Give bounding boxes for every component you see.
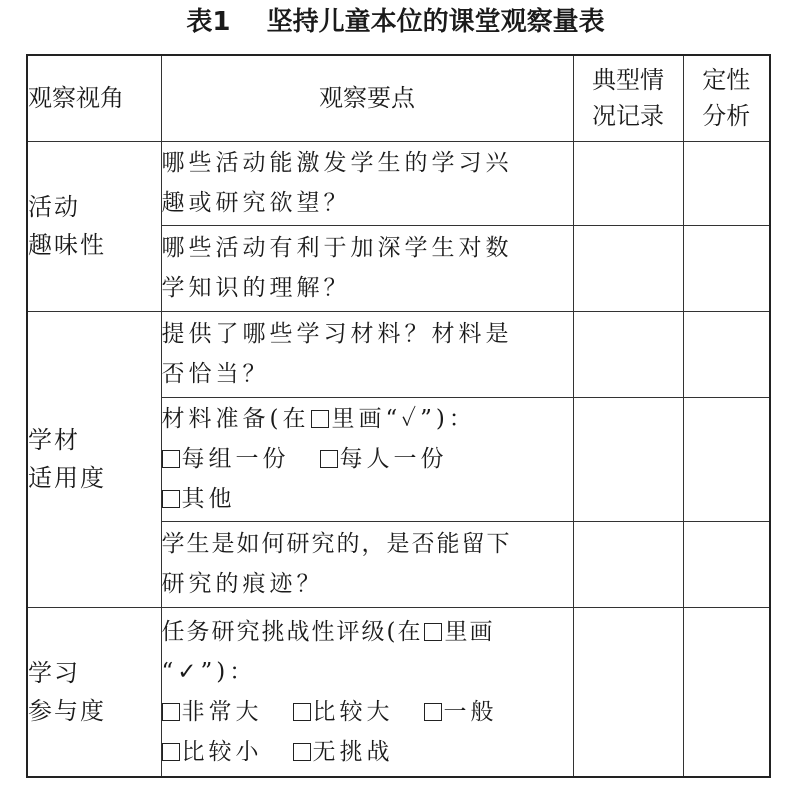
observation-point xyxy=(161,225,573,311)
dimension-line2: 参与度 xyxy=(28,696,106,725)
option-high[interactable] xyxy=(293,692,394,732)
checkbox-icon[interactable] xyxy=(162,743,180,761)
point-text-pre: 材料准备(在 xyxy=(161,406,310,432)
option-per-group[interactable] xyxy=(162,439,290,479)
point-line1 xyxy=(162,399,573,439)
option-low[interactable] xyxy=(162,732,263,772)
header-analysis xyxy=(683,55,770,141)
table-title: 表1 坚持儿童本位的课堂观察量表 xyxy=(186,7,605,37)
point-line1: 学生是如何研究的，是否能留下 xyxy=(161,531,512,557)
point-text-pre: 任务研究挑战性评级(在 xyxy=(161,618,423,645)
options-row xyxy=(162,439,573,479)
header-analysis-line2: 分析 xyxy=(702,102,751,131)
option-very-high[interactable] xyxy=(162,692,263,732)
dimension-activity-interest xyxy=(27,141,161,311)
observation-point xyxy=(161,311,573,397)
option-label: 其他 xyxy=(181,486,236,512)
observation-point xyxy=(161,521,573,607)
option-no-challenge[interactable] xyxy=(293,732,394,772)
checkbox-icon xyxy=(311,410,329,428)
checkbox-icon[interactable] xyxy=(162,450,180,468)
option-label: 一般 xyxy=(443,698,498,725)
record-cell[interactable] xyxy=(573,225,683,311)
record-cell[interactable] xyxy=(573,311,683,397)
analysis-cell[interactable] xyxy=(683,397,770,521)
option-label: 比较大 xyxy=(312,698,394,725)
dimension-learning-engagement xyxy=(27,607,161,777)
analysis-cell[interactable] xyxy=(683,607,770,777)
header-record-line2: 况记录 xyxy=(592,102,664,131)
option-per-person[interactable] xyxy=(320,439,448,479)
option-label: 非常大 xyxy=(181,698,263,725)
header-dimension: 观察视角 xyxy=(27,55,161,141)
point-line1: 哪些活动能激发学生的学习兴 xyxy=(161,150,513,176)
dimension-line1: 活动 xyxy=(28,193,80,221)
point-line2: 否恰当？ xyxy=(161,361,270,387)
dimension-line1: 学材 xyxy=(28,426,80,454)
table-row xyxy=(27,607,770,777)
observation-point-challenge-rating xyxy=(161,607,573,777)
header-record xyxy=(573,55,683,141)
dimension-line1: 学习 xyxy=(28,658,80,687)
record-cell[interactable] xyxy=(573,397,683,521)
observation-table xyxy=(26,54,771,778)
record-cell[interactable] xyxy=(573,521,683,607)
observation-point xyxy=(161,141,573,225)
analysis-cell[interactable] xyxy=(683,225,770,311)
option-label: 每组一份 xyxy=(181,446,290,472)
options-row xyxy=(162,692,573,732)
header-record-line1: 典型情 xyxy=(592,66,664,95)
point-line2: 学知识的理解？ xyxy=(161,275,351,301)
point-line1: 哪些活动有利于加深学生对数 xyxy=(161,235,513,261)
table-row xyxy=(27,141,770,225)
point-line2: “✓”)： xyxy=(161,658,257,685)
checkbox-icon[interactable] xyxy=(162,490,180,508)
observation-point-material-prep xyxy=(161,397,573,521)
option-average[interactable] xyxy=(424,692,498,732)
checkbox-icon xyxy=(424,623,442,641)
header-points: 观察要点 xyxy=(161,55,573,141)
analysis-cell[interactable] xyxy=(683,521,770,607)
dimension-material-suitability xyxy=(27,311,161,607)
record-cell[interactable] xyxy=(573,607,683,777)
point-text-post: 里画 xyxy=(444,618,495,645)
dimension-line2: 适用度 xyxy=(28,464,106,492)
checkbox-icon[interactable] xyxy=(162,703,180,721)
checkbox-icon[interactable] xyxy=(424,703,442,721)
point-line2: 研究的痕迹？ xyxy=(161,571,324,597)
options-row xyxy=(162,479,573,519)
option-label: 无挑战 xyxy=(312,738,394,765)
point-line1: 提供了哪些学习材料？材料是 xyxy=(161,321,513,347)
options-row xyxy=(162,732,573,772)
option-label: 每人一份 xyxy=(339,446,448,472)
checkbox-icon[interactable] xyxy=(320,450,338,468)
point-line1 xyxy=(162,612,573,652)
point-text-post: 里画“✓”)： xyxy=(331,406,476,432)
point-line2: 趣或研究欲望？ xyxy=(161,190,351,216)
checkbox-icon[interactable] xyxy=(293,703,311,721)
option-other[interactable] xyxy=(162,479,236,519)
dimension-line2: 趣味性 xyxy=(28,231,106,259)
table-row xyxy=(27,311,770,397)
analysis-cell[interactable] xyxy=(683,141,770,225)
header-row xyxy=(27,55,770,141)
header-analysis-line1: 定性 xyxy=(702,66,751,95)
option-label: 比较小 xyxy=(181,738,263,765)
analysis-cell[interactable] xyxy=(683,311,770,397)
record-cell[interactable] xyxy=(573,141,683,225)
checkbox-icon[interactable] xyxy=(293,743,311,761)
